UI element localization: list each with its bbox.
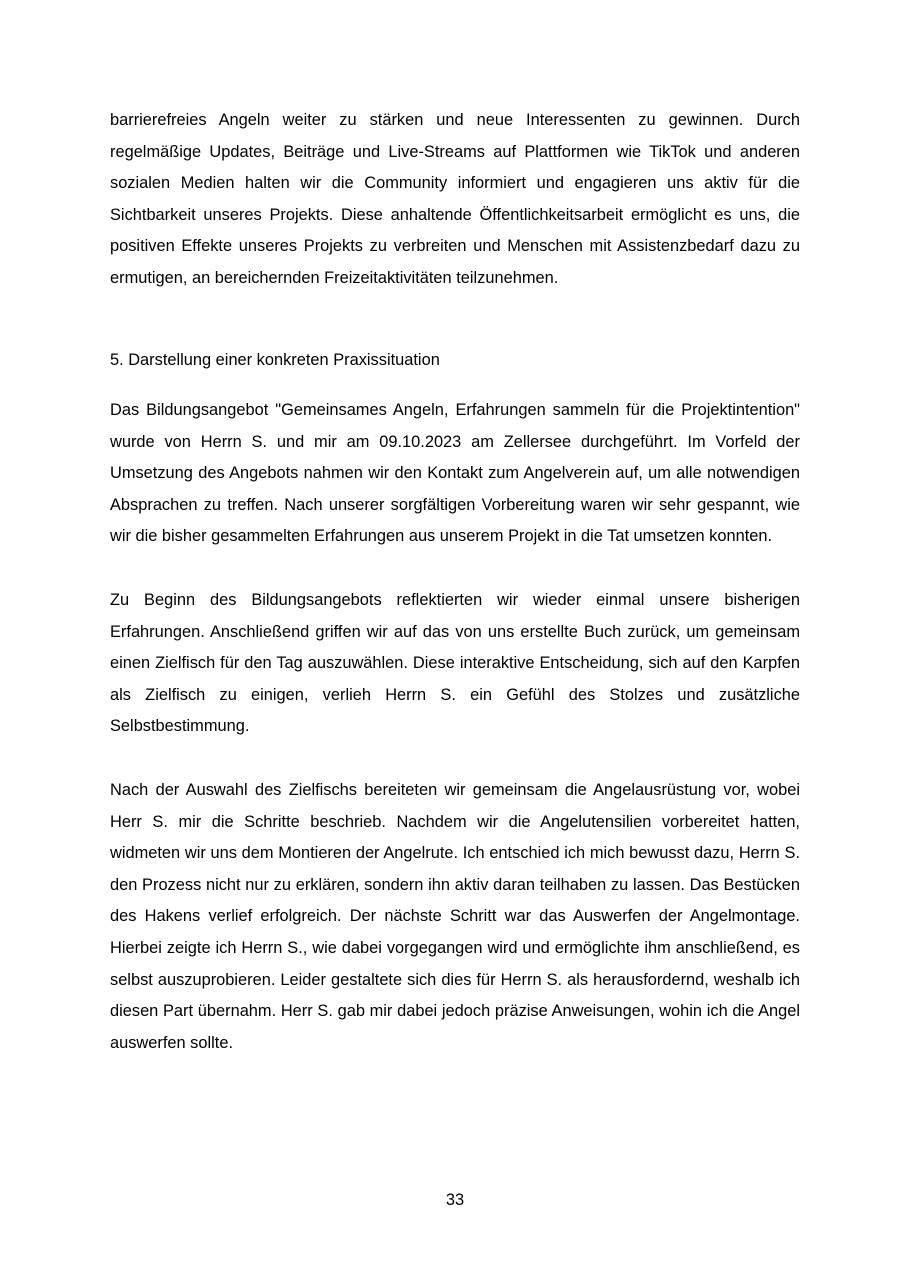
paragraph-reflection: Zu Beginn des Bildungsangebots reflektierten wir wieder einmal unsere bisherigen Erfahrungen. Anschließend griffen wir auf das von uns erstellte Buch zurück, um gemeinsam einen Zielfisch für den Tag auszuwählen. Diese interaktive Entscheidung, sich auf den Karpfen als Zielfisch zu einigen, verlieh Herrn S. ein Gefühl des Stolzes und zusätzliche Selbstbestimmung. <box>110 591 800 736</box>
page-number: 33 <box>445 1191 465 1209</box>
paragraph-educational-offer: Das Bildungsangebot "Gemeinsames Angeln, Erfahrungen sammeln für die Projektintention" wurde von Herrn S. und mir am 09.10.2023 am Zellersee durchgeführt. Im Vorfeld der Umsetzung des Angebots nahmen wir den Kontakt zum Angelverein auf, um alle notwendigen Absprachen zu treffen. Nach unserer sorgfältigen Vorbereitung waren wir sehr gespannt, wie wir die bisher gesammelten Erfahrungen aus unserem Projekt in die Tat umsetzen konnten. <box>110 401 800 546</box>
paragraph-preparation: Nach der Auswahl des Zielfischs bereiteten wir gemeinsam die Angelausrüstung vor, wobei Herr S. mir die Schritte beschrieb. Nachdem wir die Angelutensilien vorbereitet hatten, widmeten wir uns dem Montieren der Angelrute. Ich entschied ich mich bewusst dazu, Herrn S. den Prozess nicht nur zu erklären, sondern ihn aktiv daran teilhaben zu lassen. Das Bestücken des Hakens verlief erfolgreich. Der nächste Schritt war das Auswerfen der Angelmontage. Hierbei zeigte ich Herrn S., wie dabei vorgegangen wird und ermöglichte ihm anschließend, es selbst auszuprobieren. Leider gestaltete sich dies für Herrn S. als herausfordernd, weshalb ich diesen Part übernahm. Herr S. gab mir dabei jedoch präzise Anweisungen, wohin ich die Angel auswerfen sollte. <box>110 781 800 1052</box>
section-heading: 5. Darstellung einer konkreten Praxissituation <box>110 351 440 369</box>
paragraph-outreach: barrierefreies Angeln weiter zu stärken und neue Interessenten zu gewinnen. Durch regelmäßige Updates, Beiträge und Live-Streams auf Plattformen wie TikTok und anderen sozialen Medien halten wir die Community informiert und engagieren uns aktiv für die Sichtbarkeit unseres Projekts. Diese anhaltende Öffentlichkeitsarbeit ermöglicht es uns, die positiven Effekte unseres Projekts zu verbreiten und Menschen mit Assistenzbedarf dazu zu ermutigen, an bereichernden Freizeitaktivitäten teilzunehmen. <box>110 111 800 287</box>
